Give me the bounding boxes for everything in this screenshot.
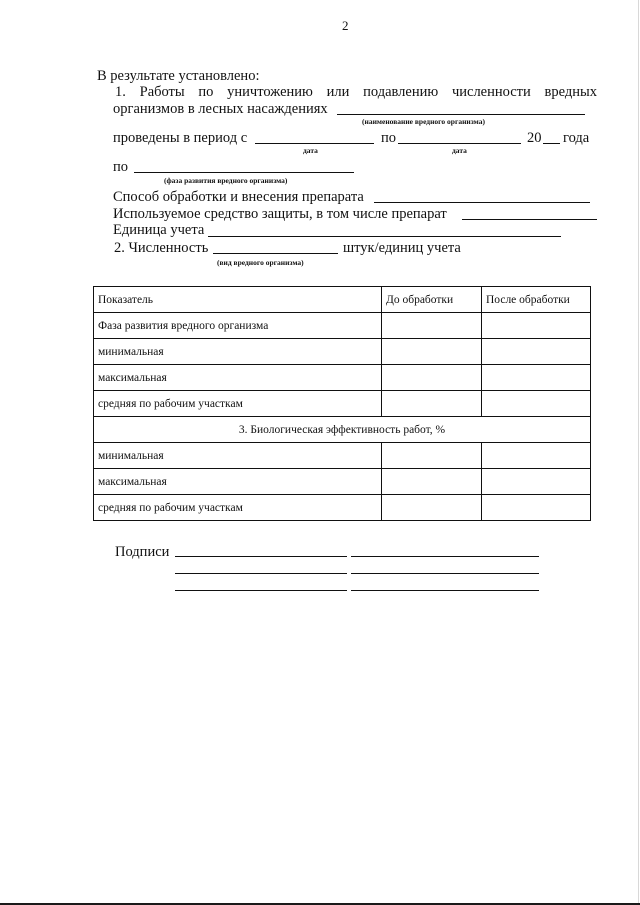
- cell-before[interactable]: [382, 391, 482, 417]
- header-indicator: Показатель: [94, 287, 382, 313]
- po-label: по: [381, 130, 397, 146]
- signature-line[interactable]: [175, 590, 347, 591]
- year-field[interactable]: [543, 143, 560, 144]
- table-row: [94, 365, 591, 391]
- table-row: [94, 313, 591, 339]
- item1-line1: 1. Работы по уничтожению или подавлению численности вредных: [115, 84, 597, 100]
- item2-units: штук/единиц учета: [343, 240, 461, 256]
- row-label: максимальная: [94, 365, 382, 391]
- row-label: минимальная: [94, 339, 382, 365]
- table-row: [94, 495, 591, 521]
- cell-before[interactable]: [382, 339, 482, 365]
- cell-after[interactable]: [482, 443, 591, 469]
- unit-field[interactable]: [208, 236, 561, 237]
- header-before: До обработки: [382, 287, 482, 313]
- row-label: средняя по рабочим участкам: [94, 391, 382, 417]
- section3-row: [94, 417, 591, 443]
- cell-after[interactable]: [482, 339, 591, 365]
- signature-line[interactable]: [175, 556, 347, 557]
- item1-line2: организмов в лесных насаждениях: [113, 101, 328, 117]
- table-header-row: [94, 287, 591, 313]
- row-label: минимальная: [94, 443, 382, 469]
- cell-after[interactable]: [482, 495, 591, 521]
- table-row: [94, 391, 591, 417]
- row-label: Фаза развития вредного организма: [94, 313, 382, 339]
- row-label: максимальная: [94, 469, 382, 495]
- date-to-caption: дата: [452, 146, 467, 155]
- page-number: 2: [342, 18, 349, 33]
- results-intro: В результате установлено:: [97, 68, 260, 84]
- phase-field[interactable]: [134, 172, 354, 173]
- section3-title: 3. Биологическая эффективность работ, %: [94, 417, 591, 443]
- scan-right-edge: [638, 0, 639, 905]
- phase-caption: (фаза развития вредного организма): [164, 176, 288, 185]
- cell-before[interactable]: [382, 469, 482, 495]
- cell-before[interactable]: [382, 313, 482, 339]
- method-label: Способ обработки и внесения препарата: [113, 189, 364, 205]
- method-field[interactable]: [374, 202, 590, 203]
- year-prefix: 20: [527, 130, 542, 146]
- remedy-label: Используемое средство защиты, в том числе препарат: [113, 206, 447, 222]
- remedy-field[interactable]: [462, 219, 597, 220]
- header-after: После обработки: [482, 287, 591, 313]
- table-row: [94, 469, 591, 495]
- pest-name-caption: (наименование вредного организма): [362, 117, 485, 126]
- cell-after[interactable]: [482, 365, 591, 391]
- results-table: [93, 286, 591, 521]
- cell-before[interactable]: [382, 443, 482, 469]
- signatures-label: Подписи: [115, 544, 170, 560]
- pest-name-field[interactable]: [337, 114, 585, 115]
- signature-line[interactable]: [351, 573, 539, 574]
- date-from-caption: дата: [303, 146, 318, 155]
- unit-label: Единица учета: [113, 222, 205, 238]
- cell-after[interactable]: [482, 469, 591, 495]
- cell-before[interactable]: [382, 495, 482, 521]
- pest-count-field[interactable]: [213, 253, 338, 254]
- cell-after[interactable]: [482, 391, 591, 417]
- table-row: [94, 443, 591, 469]
- po2-label: по: [113, 159, 129, 175]
- date-from-field[interactable]: [255, 143, 374, 144]
- cell-after[interactable]: [482, 313, 591, 339]
- year-suffix: года: [563, 130, 590, 146]
- signature-line[interactable]: [351, 556, 539, 557]
- item2-label: 2. Численность: [114, 240, 209, 256]
- cell-before[interactable]: [382, 365, 482, 391]
- period-label: проведены в период с: [113, 130, 248, 146]
- signature-line[interactable]: [351, 590, 539, 591]
- date-to-field[interactable]: [398, 143, 521, 144]
- pest-species-caption: (вид вредного организма): [217, 258, 304, 267]
- signature-line[interactable]: [175, 573, 347, 574]
- row-label: средняя по рабочим участкам: [94, 495, 382, 521]
- table-row: [94, 339, 591, 365]
